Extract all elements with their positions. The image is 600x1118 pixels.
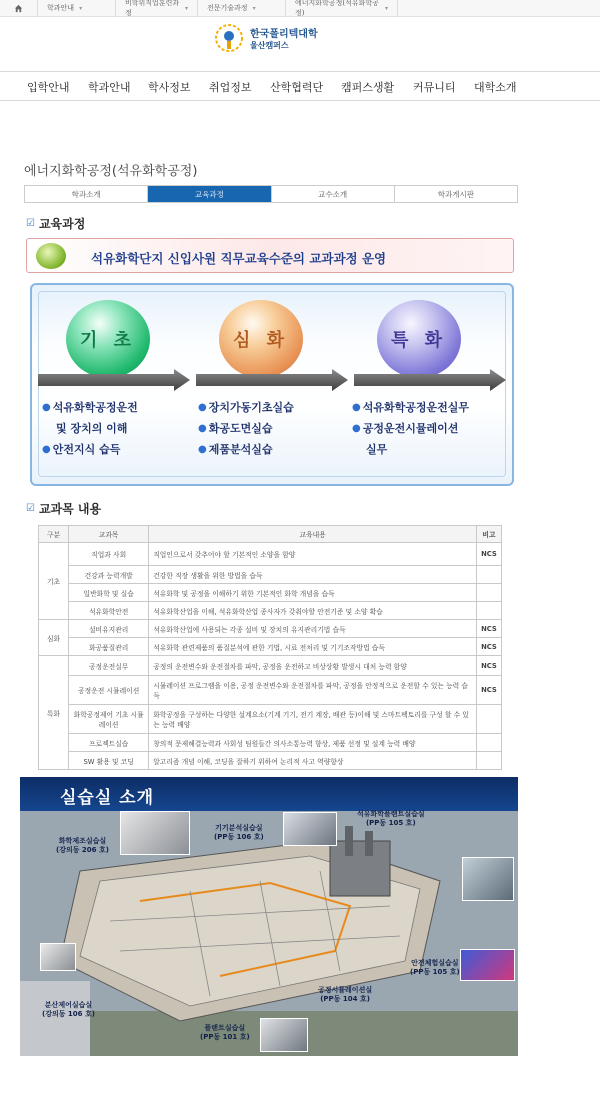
nav-item-industry-cooperation[interactable]: 산학협력단 xyxy=(270,81,324,94)
chevron-down-icon: ▾ xyxy=(384,4,388,12)
nav-item-community[interactable]: 커뮤니티 xyxy=(413,81,456,94)
department-tabs xyxy=(24,185,518,203)
note-cell xyxy=(476,752,501,770)
table-row xyxy=(39,543,502,566)
section-title-subjects: ☑ 교과목 내용 xyxy=(26,502,102,516)
main-navigation xyxy=(0,71,600,101)
logo-emblem-icon xyxy=(212,21,246,55)
college-logo[interactable] xyxy=(212,21,318,55)
table-row xyxy=(39,656,502,676)
subject-cell: 공정운전실무 xyxy=(69,656,149,676)
curriculum-banner xyxy=(26,238,514,273)
content-cell: 석유화학산업에 사용되는 각종 설비 및 장치의 유지관리기법 습득 xyxy=(149,620,477,638)
subject-cell: SW 활용 및 코딩 xyxy=(69,752,149,770)
room-label: 석유화학플랜트실습실 (PP동 105 호) xyxy=(357,810,425,827)
room-label: 기기분석실습실 (PP동 106 호) xyxy=(214,824,264,841)
nav-item-academic-info[interactable]: 학사정보 xyxy=(148,81,191,94)
bullet-icon: ● xyxy=(352,402,361,413)
lab-photo xyxy=(460,949,515,981)
page-title: 에너지화학공정(석유화학공정) xyxy=(24,164,198,179)
top-location-bar xyxy=(0,0,600,17)
subject-cell: 화공품질관리 xyxy=(69,638,149,656)
note-cell: NCS xyxy=(476,656,501,676)
content-cell: 석유화학 관련제품의 품질분석에 관한 기법, 시료 전처리 및 기기조작방법 습득 xyxy=(149,638,477,656)
subject-cell: 화학공정제어 기초 시뮬레이션 xyxy=(69,705,149,734)
green-ball-icon xyxy=(36,243,66,269)
subject-cell: 석유화학안전 xyxy=(69,602,149,620)
curriculum-diagram xyxy=(30,283,514,486)
stage-advanced-orb: 심 화 xyxy=(219,300,303,378)
nav-item-departments[interactable]: 학과안내 xyxy=(88,81,131,94)
table-row xyxy=(39,620,502,638)
room-label: 화학제조실습실 (강의동 206 호) xyxy=(56,837,109,854)
table-row xyxy=(39,602,502,620)
nav-item-about[interactable]: 대학소개 xyxy=(474,81,517,94)
subjects-table xyxy=(38,525,502,770)
tab-board[interactable]: 학과게시판 xyxy=(395,186,517,202)
content-cell: 화학공정을 구성하는 다양한 설계요소(기계 기기, 전기 계장, 배관 등)이해 및 스마트팩토리를 구성 할 수 있는 능력 배양 xyxy=(149,705,477,734)
column-header: 구분 xyxy=(39,526,69,543)
chevron-down-icon: ▾ xyxy=(252,4,256,12)
location-menu-1[interactable]: 학과안내 ▾ xyxy=(38,0,116,17)
stage-specialized-items: ● 석유화학공정운전실무 ● 공정운전시뮬레이션 실무 xyxy=(352,397,469,460)
lab-photo xyxy=(283,812,337,846)
logo-title: 한국폴리텍대학 xyxy=(250,29,318,40)
content-cell: 시뮬레이션 프로그램을 이용, 공정 운전변수와 운전절차를 파악, 공정을 안정적으로 운전할 수 있는 능력 습득 xyxy=(149,676,477,705)
content-cell: 건강한 직장 생활을 위한 방법을 습득 xyxy=(149,566,477,584)
note-cell: NCS xyxy=(476,620,501,638)
lab-photo xyxy=(40,943,76,971)
table-row xyxy=(39,752,502,770)
subject-cell: 건강과 능력개발 xyxy=(69,566,149,584)
subject-cell: 공정운전 시뮬레이션 xyxy=(69,676,149,705)
arrow-right-icon xyxy=(196,369,348,391)
stage-advanced-items: ● 장치가동기초실습 ● 화공도면실습 ● 제품분석실습 xyxy=(198,397,294,460)
room-label: 플랜트실습실 (PP동 101 호) xyxy=(200,1024,250,1041)
table-row xyxy=(39,566,502,584)
note-cell xyxy=(476,584,501,602)
nav-item-campus-life[interactable]: 캠퍼스생활 xyxy=(341,81,395,94)
arrow-right-icon xyxy=(38,369,190,391)
bullet-icon: ● xyxy=(42,444,51,455)
logo-subtitle: 울산캠퍼스 xyxy=(250,41,289,50)
tab-curriculum[interactable]: 교육과정 xyxy=(148,186,271,202)
stage-basic-items: ● 석유화학공정운전 및 장치의 이해 ● 안전지식 습득 xyxy=(42,397,138,460)
note-cell: NCS xyxy=(476,676,501,705)
note-cell xyxy=(476,602,501,620)
nav-item-employment[interactable]: 취업정보 xyxy=(209,81,252,94)
tab-professors[interactable]: 교수소개 xyxy=(272,186,395,202)
table-row xyxy=(39,734,502,752)
content-cell: 석유화학 및 공정을 이해하기 위한 기본적인 화학 개념을 습득 xyxy=(149,584,477,602)
content-cell: 공정의 운전변수와 운전절차를 파악, 공정을 운전하고 비상상황 발생시 대처 능력 함양 xyxy=(149,656,477,676)
content-cell: 창의적 문제해결능력과 사회성 팀원들간 의사소통능력 향상, 제품 선정 및 설계 능력 배양 xyxy=(149,734,477,752)
column-header: 교육내용 xyxy=(149,526,477,543)
room-label: 분산제어실습실 (강의동 106 호) xyxy=(42,1001,95,1018)
group-cell: 기초 xyxy=(39,543,69,620)
room-label: 공정시뮬레이션실 (PP동 104 호) xyxy=(318,986,373,1003)
bullet-icon: ● xyxy=(198,402,207,413)
lab-photo xyxy=(462,857,514,901)
subject-cell: 일반화학 및 실습 xyxy=(69,584,149,602)
lab-photo xyxy=(260,1018,308,1052)
table-row xyxy=(39,584,502,602)
check-icon: ☑ xyxy=(26,503,35,514)
location-menu-4[interactable]: 에너지화학공정(석유화학공정) ▾ xyxy=(286,0,398,17)
table-row xyxy=(39,676,502,705)
column-header: 교과목 xyxy=(69,526,149,543)
lab-introduction-image xyxy=(20,777,518,1056)
bullet-icon: ● xyxy=(42,402,51,413)
note-cell xyxy=(476,734,501,752)
section-title-curriculum: ☑ 교육과정 xyxy=(26,217,86,231)
bullet-icon: ● xyxy=(198,444,207,455)
group-cell: 특화 xyxy=(39,656,69,770)
group-cell: 심화 xyxy=(39,620,69,656)
tab-department-intro[interactable]: 학과소개 xyxy=(25,186,148,202)
banner-text: 석유화학단지 신입사원 직무교육수준의 교과과정 운영 xyxy=(91,251,387,266)
table-header-row xyxy=(39,526,502,543)
note-cell xyxy=(476,566,501,584)
chevron-down-icon: ▾ xyxy=(79,4,83,12)
note-cell: NCS xyxy=(476,638,501,656)
room-label: 안전체험실습실 (PP동 105 호) xyxy=(410,959,460,976)
note-cell xyxy=(476,705,501,734)
lab-photo xyxy=(120,811,190,855)
content-cell: 알고리즘 개념 이해, 코딩을 잘하기 위하여 논리적 사고 역량향상 xyxy=(149,752,477,770)
subject-cell: 프로젝트실습 xyxy=(69,734,149,752)
location-menu-2[interactable]: 비학위직업훈련과정 ▾ xyxy=(116,0,198,17)
column-header: 비고 xyxy=(476,526,501,543)
bullet-icon: ● xyxy=(198,423,207,434)
lab-title: 실습실 소개 xyxy=(60,788,155,808)
chevron-down-icon: ▾ xyxy=(184,4,188,12)
arrow-right-icon xyxy=(354,369,506,391)
note-cell: NCS xyxy=(476,543,501,566)
home-icon[interactable] xyxy=(0,0,38,17)
location-menu-3[interactable]: 전문기술과정 ▾ xyxy=(198,0,286,17)
content-cell: 직업인으로서 갖추어야 할 기본적인 소양을 함양 xyxy=(149,543,477,566)
table-row xyxy=(39,638,502,656)
lab-header xyxy=(20,777,518,811)
check-icon: ☑ xyxy=(26,218,35,229)
subject-cell: 직업과 사회 xyxy=(69,543,149,566)
bullet-icon: ● xyxy=(352,423,361,434)
stage-specialized-orb: 특 화 xyxy=(377,300,461,378)
content-cell: 석유화학산업을 이해, 석유화학산업 종사자가 갖춰야할 안전기준 및 소양 확습 xyxy=(149,602,477,620)
nav-item-admission[interactable]: 입학안내 xyxy=(27,81,70,94)
stage-basic-orb: 기 초 xyxy=(66,300,150,378)
subject-cell: 설비유지관리 xyxy=(69,620,149,638)
table-row xyxy=(39,705,502,734)
